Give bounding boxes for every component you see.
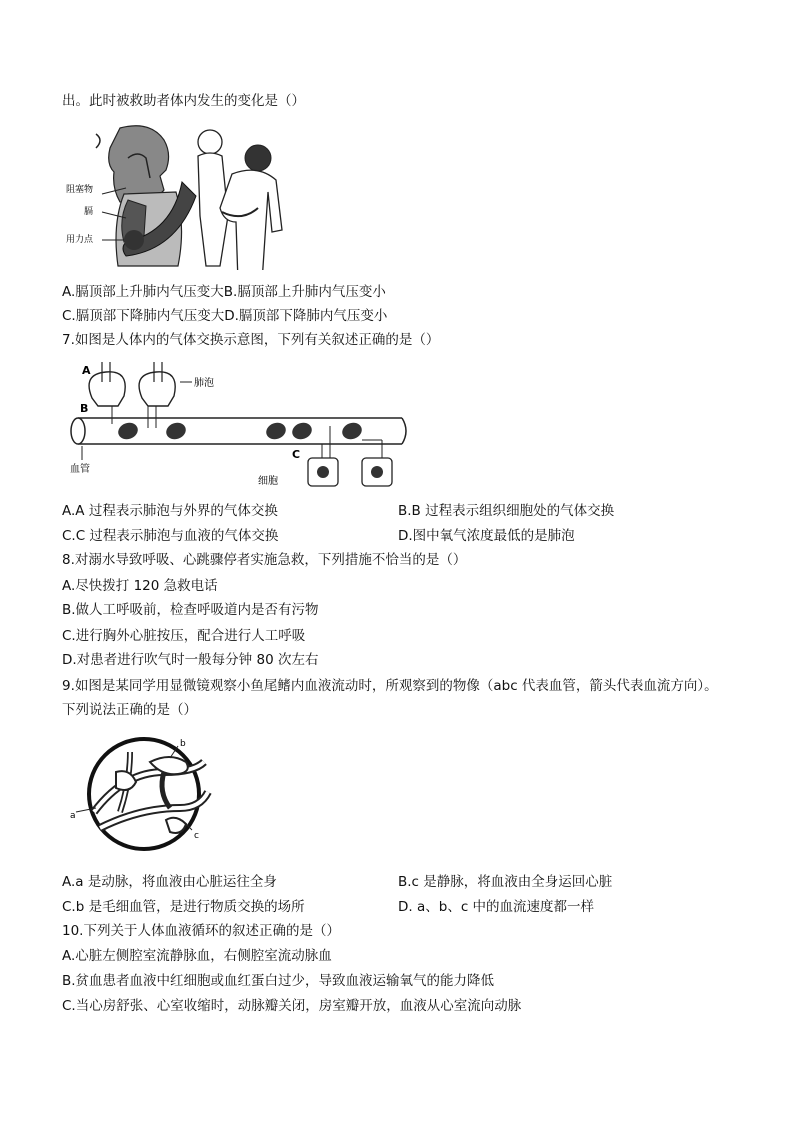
q7-stem: 7.如图是人体内的气体交换示意图，下列有关叙述正确的是（） <box>62 332 440 348</box>
q9-option-b: B.c 是静脉，将血液由全身运回心脏 <box>398 874 613 890</box>
q8-stem: 8.对溺水导致呼吸、心跳骤停者实施急救，下列措施不恰当的是（） <box>62 552 467 568</box>
q6-options-cd: C.膈顶部下降肺内气压变大D.膈顶部下降肺内气压变小 <box>62 308 388 324</box>
q6-options-ab: A.膈顶部上升肺内气压变大B.膈顶部上升肺内气压变小 <box>62 284 386 300</box>
q9-stem-line1: 9.如图是某同学用显微镜观察小鱼尾鳍内血液流动时，所观察到的物像（abc 代表血管，箭头代表血流方向）。 <box>62 678 718 694</box>
heimlich-figure <box>62 122 292 270</box>
alveolus-label: 肺泡 <box>194 378 214 389</box>
q7-option-d: D.图中氧气浓度最低的是肺泡 <box>398 528 575 544</box>
q7-option-b: B.B 过程表示组织细胞处的气体交换 <box>398 503 615 519</box>
q6-stem-tail: 出。此时被救助者体内发生的变化是（） <box>62 93 305 109</box>
q7-option-a: A.A 过程表示肺泡与外界的气体交换 <box>62 503 278 519</box>
cell-label: 细胞 <box>258 476 278 487</box>
q9-option-d: D. a、b、c 中的血流速度都一样 <box>398 899 595 915</box>
label-a: A <box>82 364 91 377</box>
q8-option-b: B.做人工呼吸前，检查呼吸道内是否有污物 <box>62 602 319 618</box>
q8-option-c: C.进行胸外心脏按压，配合进行人工呼吸 <box>62 628 306 644</box>
q9-option-a: A.a 是动脉，将血液由心脏运往全身 <box>62 874 277 890</box>
q9-option-c: C.b 是毛细血管，是进行物质交换的场所 <box>62 899 305 915</box>
gas-exchange-figure <box>62 360 412 490</box>
q7-option-c: C.C 过程表示肺泡与血液的气体交换 <box>62 528 279 544</box>
blocker-label: 阻塞物 <box>66 185 94 195</box>
q8-option-a: A.尽快拨打 120 急救电话 <box>62 578 218 594</box>
moon-mark-icon <box>96 134 100 148</box>
fin-label-a: a <box>70 811 76 821</box>
vessel-label: 血管 <box>70 464 90 475</box>
label-c: C <box>292 448 301 461</box>
q10-option-a: A.心脏左侧腔室流静脉血，右侧腔室流动脉血 <box>62 948 332 964</box>
fin-label-c: c <box>194 831 199 841</box>
fish-fin-microscope-figure <box>70 732 220 858</box>
q10-stem: 10.下列关于人体血液循环的叙述正确的是（） <box>62 923 340 939</box>
force-point-label: 用力点 <box>66 235 94 245</box>
q8-option-d: D.对患者进行吹气时一般每分钟 80 次左右 <box>62 652 319 668</box>
q9-stem-line2: 下列说法正确的是（） <box>62 702 197 718</box>
fin-label-b: b <box>180 739 186 749</box>
q10-option-c: C.当心房舒张、心室收缩时，动脉瓣关闭，房室瓣开放，血液从心室流向动脉 <box>62 998 522 1014</box>
q10-option-b: B.贫血患者血液中红细胞或血红蛋白过少，导致血液运输氧气的能力降低 <box>62 973 495 989</box>
diaphragm-label: 膈 <box>84 207 94 217</box>
label-b: B <box>80 402 89 415</box>
